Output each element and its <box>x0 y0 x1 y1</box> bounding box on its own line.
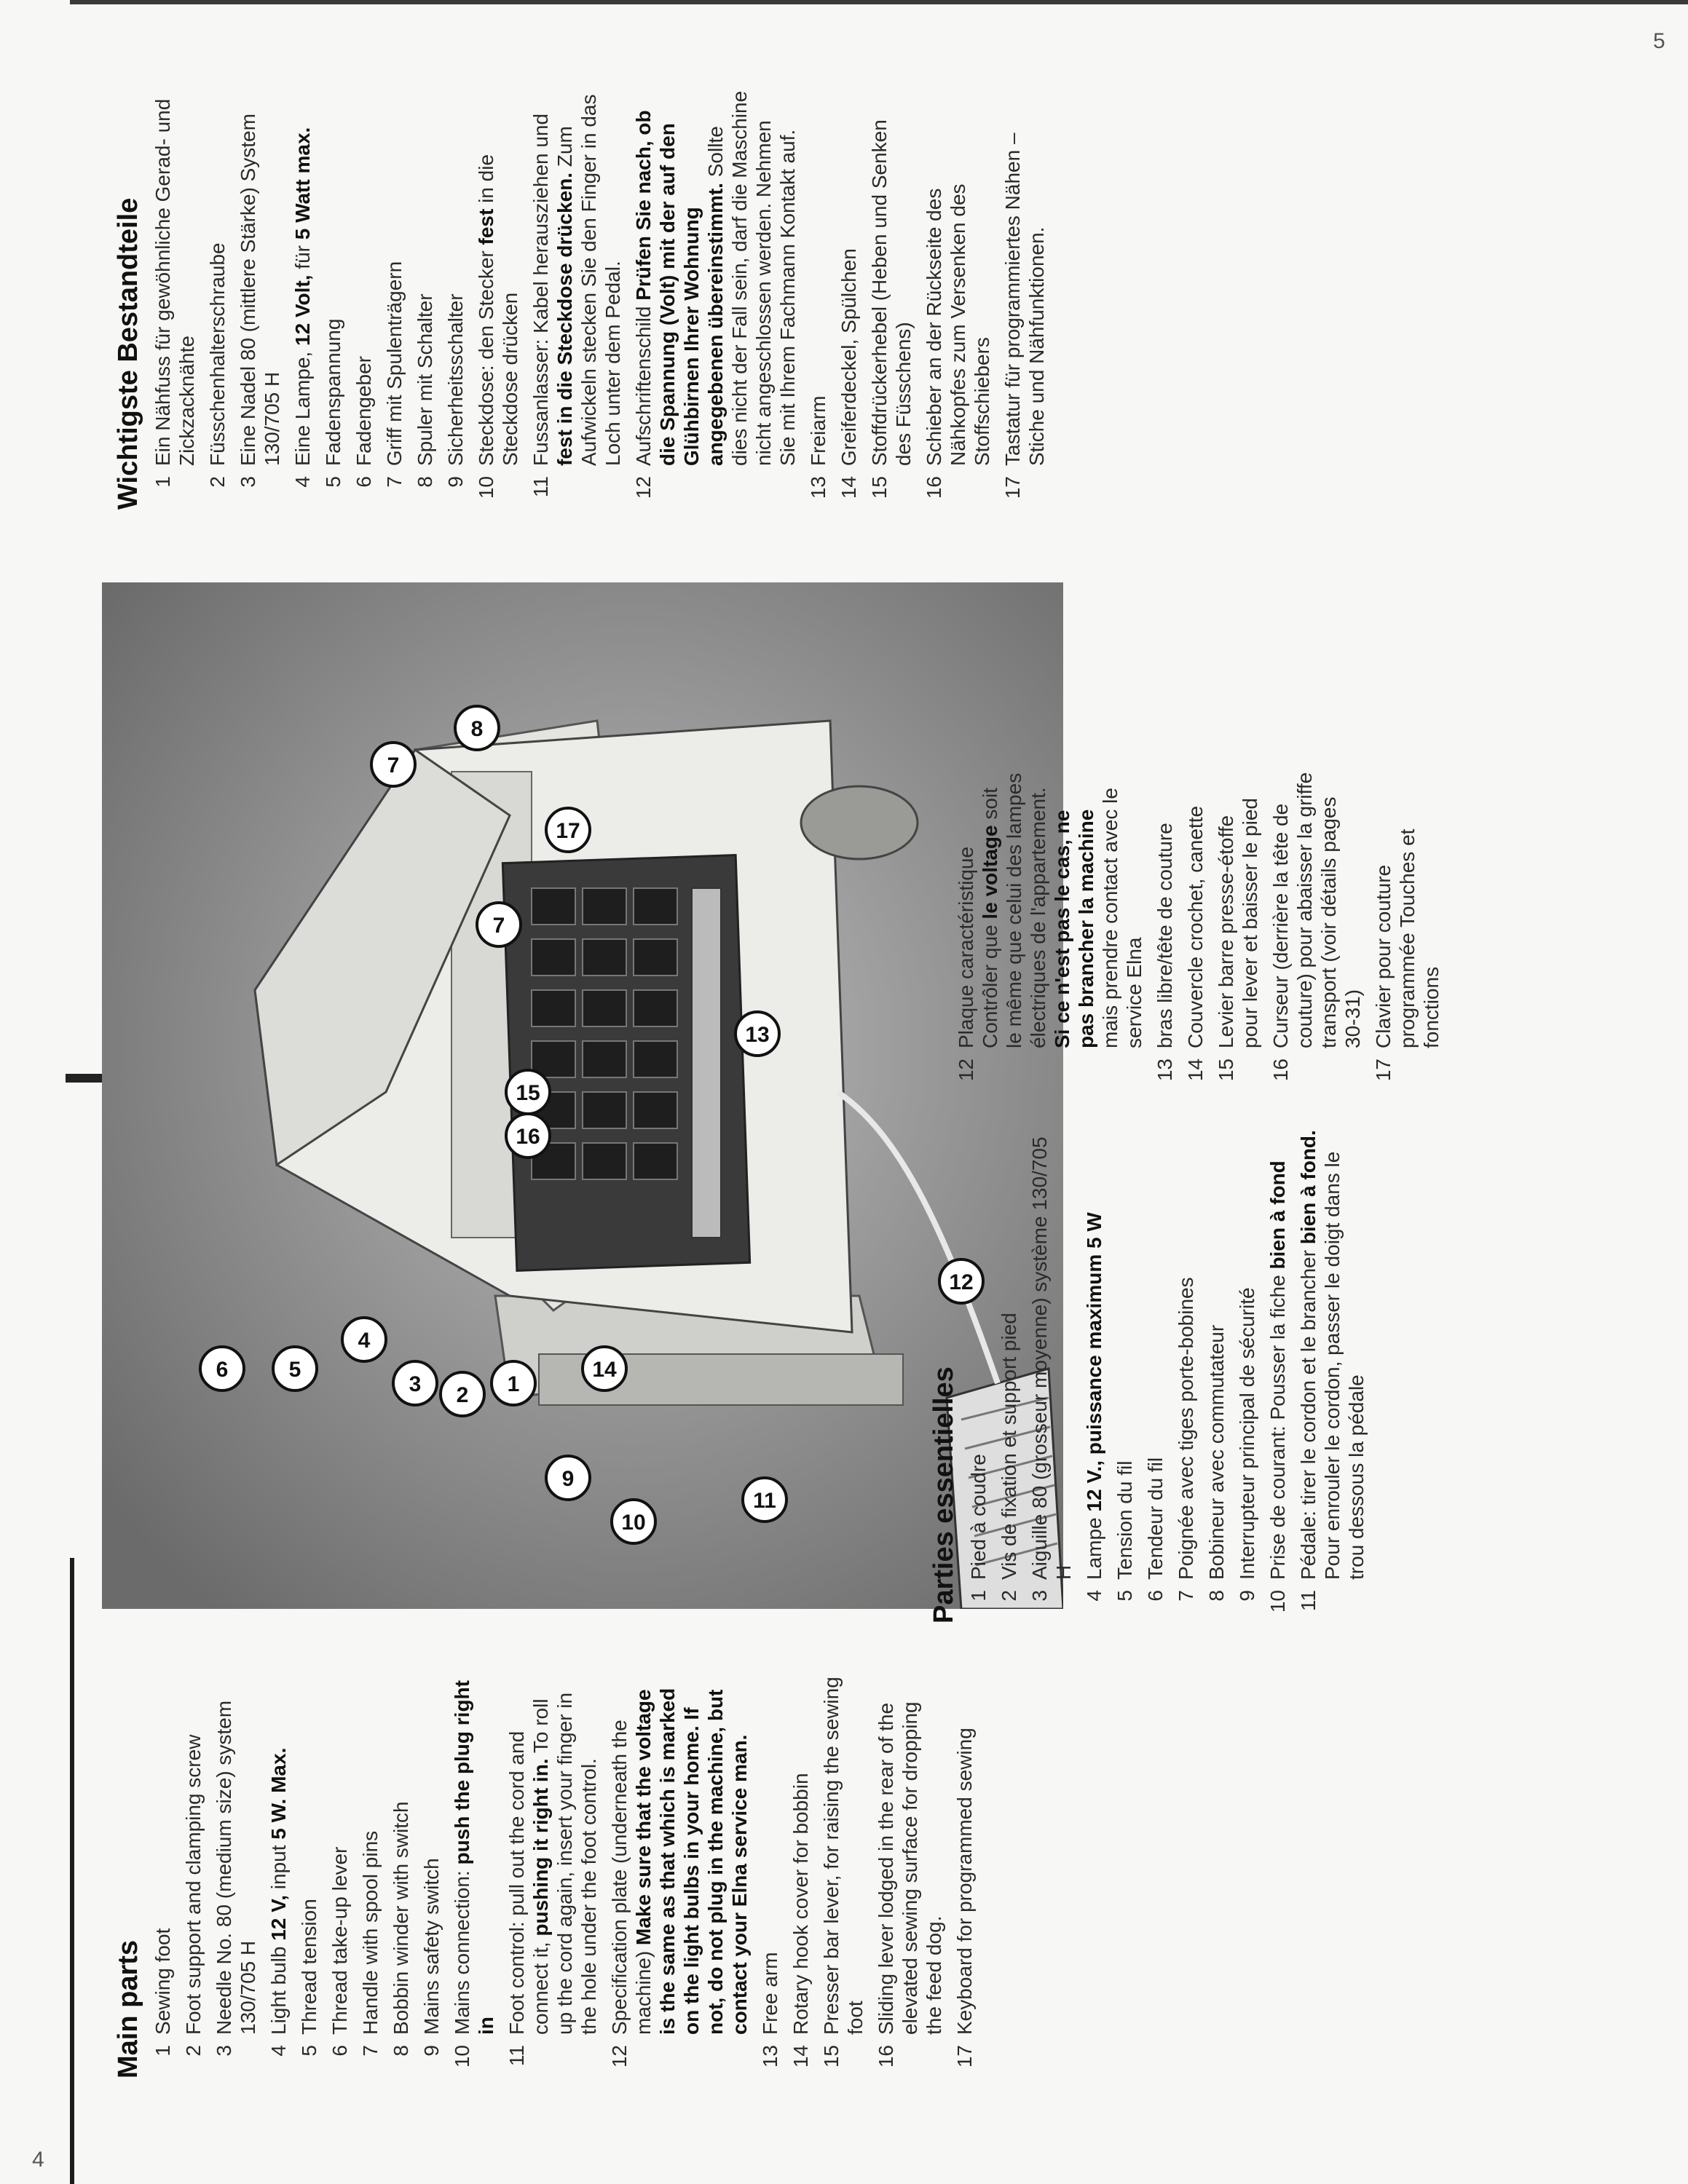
list-item <box>358 1671 382 2078</box>
list-item <box>1028 1121 1076 1623</box>
item-text-part: Pédale: tirer le cordon et le brancher <box>1297 1244 1320 1580</box>
item-text-bold: Si ce n'est pas le cas, ne pas brancher la machine <box>1051 809 1097 1048</box>
item-text-part: Vis de fixation et support pied <box>998 1313 1020 1580</box>
list-item <box>607 1671 752 2078</box>
list-item <box>953 1671 977 2078</box>
item-text-part: Levier barre presse-étoffe pour lever et baisser le pied <box>1215 798 1261 1048</box>
item-number: 16 <box>1269 1059 1292 1082</box>
item-text-part: Stoffdrückerhebel (Heben und Senken des Füsschens) <box>868 119 915 466</box>
item-text-part: Mains safety switch <box>420 1858 443 2035</box>
item-text <box>1371 772 1443 1048</box>
callout-label-1: 1 <box>507 1372 520 1396</box>
item-number: 9 <box>1236 1590 1258 1602</box>
item-number: 16 <box>923 476 945 499</box>
item-text <box>205 87 229 466</box>
item-number: 7 <box>1175 1590 1197 1602</box>
item-text-part: Rotary hook cover for bobbin <box>789 1773 812 2035</box>
item-text-part: Sicherheitsschalter <box>444 293 467 466</box>
item-number: 1 <box>967 1590 990 1602</box>
list-item <box>450 1671 498 2078</box>
item-text-bold: fest <box>475 208 497 245</box>
item-text <box>954 772 1146 1048</box>
callout-label-14: 14 <box>592 1358 617 1382</box>
item-text <box>413 87 437 466</box>
item-text-part: Keyboard for programmed sewing <box>953 1728 976 2035</box>
callout-label-2: 2 <box>456 1383 469 1407</box>
item-text-bold: Prüfen Sie nach, ob die Spannung (Volt) mit der auf den Glühbirnen Ihrer Wohnung angegebenen übereinstimmt. <box>632 110 727 466</box>
item-text-part: Ein Nähfuss für gewöhnliche Gerad- und Zickzacknähte <box>151 98 198 466</box>
item-text <box>1296 1121 1368 1580</box>
list-item <box>922 87 994 510</box>
item-number: 3 <box>213 2045 235 2057</box>
item-number: 14 <box>789 2045 812 2068</box>
main-parts-list <box>151 1671 977 2078</box>
item-text-part: Bobbin winder with switch <box>390 1801 412 2035</box>
item-number: 8 <box>414 476 436 488</box>
item-text-part: Light bulb <box>267 1940 290 2035</box>
item-text <box>1001 87 1049 466</box>
item-number: 10 <box>475 476 497 499</box>
list-item <box>474 87 522 510</box>
item-text-part: für <box>291 240 314 275</box>
list-item <box>212 1671 260 2078</box>
item-text-part: Fadenspannung <box>322 318 344 466</box>
wichtigste-bestandteile-title: Wichtigste Bestandteile <box>113 197 143 510</box>
item-number: 11 <box>1297 1590 1320 1612</box>
wichtigste-bestandteile-list <box>151 87 1049 510</box>
item-text <box>1028 1121 1076 1580</box>
item-number: 6 <box>328 2045 351 2057</box>
parties-essentielles-list-2 <box>954 772 1443 1092</box>
list-item <box>1113 1121 1137 1623</box>
callout-label-5: 5 <box>288 1358 301 1382</box>
item-text-part: Plaque caractéristique Contrôler que <box>955 846 1001 1048</box>
item-number: 16 <box>875 2045 897 2068</box>
item-text <box>291 87 315 466</box>
item-text <box>1082 1121 1106 1580</box>
item-text <box>450 1671 498 2035</box>
item-text <box>151 1671 175 2035</box>
item-number: 13 <box>1153 1059 1176 1082</box>
item-text-part: Fussanlasser: Kabel herausziehen und <box>529 113 552 466</box>
item-text-bold: push the plug right in <box>451 1680 497 2035</box>
item-text-part: Handle with spool pins <box>359 1830 382 2035</box>
list-item <box>806 87 830 510</box>
callout-label-17: 17 <box>556 819 580 843</box>
callout-label-10: 10 <box>621 1511 646 1535</box>
list-item <box>328 1671 352 2078</box>
list-item <box>867 87 915 510</box>
sewing-machine-illustration <box>102 582 1063 1609</box>
list-item <box>966 1121 990 1623</box>
item-number: 13 <box>807 476 829 499</box>
parties-essentielles-list <box>966 1121 1368 1623</box>
list-item <box>321 87 345 510</box>
list-item <box>819 1671 867 2078</box>
item-text <box>297 1671 321 2035</box>
item-number: 11 <box>505 2045 528 2067</box>
callout-label-6: 6 <box>216 1358 229 1382</box>
item-text-part: bras libre/tête de couture <box>1153 823 1176 1048</box>
item-text-part: soit le même que celui des lampes électriques de l'appartement. <box>979 772 1049 1048</box>
item-text-part: Tendeur du fil <box>1144 1457 1167 1580</box>
item-number: 5 <box>322 476 344 488</box>
item-number: 4 <box>291 476 314 488</box>
item-text <box>1174 1121 1198 1580</box>
item-text-bold: 12 Volt, <box>291 274 314 346</box>
callout-label-16: 16 <box>516 1125 540 1149</box>
item-text <box>328 1671 352 2035</box>
item-text-bold: 12 V., puissance maximum 5 W <box>1083 1212 1105 1512</box>
item-text-part: Free arm <box>759 1952 781 2035</box>
list-item <box>1001 87 1049 510</box>
list-item <box>1296 1121 1368 1623</box>
item-text-bold: 12 V, <box>267 1894 290 1941</box>
item-text <box>267 1671 291 2035</box>
main-parts-section <box>113 1671 976 2078</box>
list-item <box>837 87 861 510</box>
item-text-part: Interrupteur principal de sécurité <box>1236 1287 1258 1580</box>
wichtigste-bestandteile-section <box>113 87 1048 510</box>
list-item <box>997 1121 1021 1623</box>
item-number: 8 <box>1205 1590 1228 1602</box>
item-number: 6 <box>1144 1590 1167 1602</box>
item-text-part: Lampe <box>1083 1511 1105 1580</box>
item-text <box>505 1671 601 2035</box>
item-text-part: Specification plate (underneath the machine) <box>608 1720 655 2035</box>
list-item <box>205 87 229 510</box>
item-text <box>212 1671 260 2035</box>
item-number: 10 <box>451 2045 473 2068</box>
item-number: 3 <box>1028 1590 1051 1602</box>
item-text <box>837 87 861 466</box>
item-text-part: Steckdose: den Stecker <box>475 245 497 466</box>
list-item <box>1371 772 1443 1092</box>
item-text-part: Bobineur avec commutateur <box>1205 1324 1228 1580</box>
callout-label-11: 11 <box>753 1489 776 1513</box>
item-number: 4 <box>267 2045 290 2057</box>
callout-label-4: 4 <box>358 1329 371 1353</box>
list-item <box>419 1671 443 2078</box>
item-text-part: Spuler mit Schalter <box>414 293 436 466</box>
list-item <box>236 87 284 510</box>
item-number: 15 <box>868 476 891 499</box>
list-item <box>1183 772 1207 1092</box>
list-item <box>631 87 800 510</box>
list-item <box>529 87 625 510</box>
list-item <box>1174 1121 1198 1623</box>
item-text <box>529 87 625 466</box>
item-text-part: Eine Nadel 80 (mittlere Stärke) System 130/705 H <box>237 114 283 466</box>
list-item <box>382 87 406 510</box>
item-text <box>1183 772 1207 1048</box>
item-text-part: Thread tension <box>298 1899 320 2035</box>
list-item <box>1143 1121 1167 1623</box>
list-item <box>1153 772 1177 1092</box>
callout-label-12: 12 <box>949 1270 974 1294</box>
item-text <box>997 1121 1021 1580</box>
item-text <box>358 1671 382 2035</box>
item-text <box>236 87 284 466</box>
item-text-part: Sliding lever lodged in the rear of the elevated sewing surface for dropping the feed dog. <box>875 1701 945 2035</box>
list-item <box>789 1671 813 2078</box>
item-number: 7 <box>359 2045 382 2057</box>
item-number: 12 <box>608 2045 631 2068</box>
item-number: 17 <box>1001 476 1024 499</box>
item-text <box>867 87 915 466</box>
item-text-part: Aufschriftenschild <box>632 300 655 466</box>
parties-essentielles-title: Parties essentielles <box>928 1366 959 1623</box>
item-text-part: Curseur (derrière la tête de couture) pour abaisser la griffe transport (voir détails pages 30-31) <box>1269 772 1364 1048</box>
item-text-part: To roll up the cord again, insert your finger in the hole under the foot control. <box>529 1692 600 2035</box>
item-number: 14 <box>837 476 860 499</box>
item-number: 4 <box>1083 1590 1105 1602</box>
item-text <box>1113 1121 1137 1580</box>
list-item <box>291 87 315 510</box>
item-text-part: Fadengeber <box>352 355 375 466</box>
item-text-part: Tastatur für programmiertes Nähen – Stiche und Nähfunktionen. <box>1001 132 1048 466</box>
item-number: 2 <box>182 2045 205 2057</box>
item-text-part: Clavier pour couture programmée Touches et fonctions <box>1372 828 1443 1048</box>
item-text <box>966 1121 990 1580</box>
callout-label-7a: 7 <box>387 753 400 778</box>
item-number: 11 <box>529 476 552 498</box>
item-number: 13 <box>759 2045 781 2068</box>
item-text <box>607 1671 752 2035</box>
item-text-part: Zum Aufwickeln stecken Sie den Finger in das Loch unter dem Pedal. <box>553 94 624 466</box>
callout-label-7b: 7 <box>492 914 505 938</box>
item-text <box>382 87 406 466</box>
item-number: 12 <box>955 1059 977 1082</box>
item-text <box>389 1671 413 2035</box>
item-number: 9 <box>420 2045 443 2057</box>
list-item <box>1204 1121 1228 1623</box>
item-text <box>1266 1121 1290 1580</box>
item-number: 12 <box>632 476 655 499</box>
item-text-part: Freiarm <box>807 395 829 466</box>
main-parts-title: Main parts <box>113 1939 143 2078</box>
item-text-part: Pied à coudre <box>967 1454 990 1580</box>
item-number: 1 <box>151 2045 174 2057</box>
callout-label-3: 3 <box>409 1372 422 1396</box>
list-item <box>181 1671 205 2078</box>
list-item <box>505 1671 601 2078</box>
item-number: 5 <box>298 2045 320 2057</box>
item-number: 14 <box>1184 1059 1207 1082</box>
callout-label-13: 13 <box>745 1023 770 1047</box>
item-number: 9 <box>444 476 467 488</box>
sewing-machine-photo <box>102 582 1063 1609</box>
item-text <box>181 1671 205 2035</box>
item-text-bold: fest in die Steckdose drücken. <box>553 172 576 466</box>
item-text <box>1204 1121 1228 1580</box>
item-text <box>953 1671 977 2035</box>
item-text <box>443 87 468 466</box>
item-text <box>1269 772 1365 1048</box>
item-text-part: Schieber an der Rückseite des Nähkopfes zum Versenken des Stoffschiebers <box>923 183 993 466</box>
item-number: 6 <box>352 476 375 488</box>
item-text-part: Pour enrouler le cordon, passer le doigt dans le trou dessous la pédale <box>1321 1151 1368 1580</box>
item-text-bold: le voltage <box>979 825 1001 919</box>
item-text <box>419 1671 443 2035</box>
item-text-part: Mains connection: <box>451 1864 473 2035</box>
list-item <box>758 1671 782 2078</box>
item-text-bold: 5 Watt max. <box>291 127 314 240</box>
page-number-right: 5 <box>1653 29 1665 53</box>
item-number: 8 <box>390 2045 412 2057</box>
list-item <box>151 1671 175 2078</box>
item-text <box>1235 1121 1259 1580</box>
item-text <box>474 87 522 466</box>
item-text-part: mais prendre contact avec le service Elna <box>1099 788 1145 1048</box>
item-text-bold: 5 W. Max. <box>267 1747 290 1840</box>
item-text <box>874 1671 946 2035</box>
item-number: 7 <box>383 476 406 488</box>
item-text-part: Aiguille 80 (grosseur moyenne) système 130/705 H <box>1028 1136 1075 1580</box>
list-item <box>1269 772 1365 1092</box>
item-text-part: Couvercle crochet, canette <box>1184 805 1207 1048</box>
item-text <box>806 87 830 466</box>
item-text-part: Griff mit Spulenträgern <box>383 261 406 466</box>
list-item <box>443 87 468 510</box>
item-text <box>1153 772 1177 1048</box>
item-number: 17 <box>953 2045 976 2068</box>
list-item <box>352 87 376 510</box>
list-item <box>413 87 437 510</box>
list-item <box>1214 772 1262 1092</box>
item-number: 10 <box>1266 1590 1289 1613</box>
list-item <box>874 1671 946 2078</box>
item-text <box>789 1671 813 2035</box>
item-number: 1 <box>151 476 174 488</box>
item-text-part: Füsschenhalterschraube <box>206 242 229 466</box>
list-item <box>389 1671 413 2078</box>
item-text <box>1214 772 1262 1048</box>
callout-label-8: 8 <box>470 717 484 741</box>
item-number: 2 <box>998 1590 1020 1602</box>
list-item <box>1266 1121 1290 1623</box>
parties-essentielles-continued <box>954 772 1443 1092</box>
callout-label-15: 15 <box>516 1081 540 1105</box>
item-text <box>1143 1121 1167 1580</box>
item-text <box>758 1671 782 2035</box>
item-text <box>151 87 199 466</box>
item-text-part: input <box>267 1839 290 1895</box>
item-number: 17 <box>1372 1059 1395 1082</box>
list-item <box>1082 1121 1106 1623</box>
list-item <box>151 87 199 510</box>
list-item <box>954 772 1146 1092</box>
item-text-part: Sewing foot <box>151 1928 174 2035</box>
binding-edge <box>70 1558 74 2184</box>
item-number: 15 <box>1215 1059 1237 1082</box>
item-number: 3 <box>237 476 259 488</box>
item-text-part: Needle No. 80 (medium size) system 130/705 H <box>213 1700 259 2035</box>
item-text-bold: bien à fond. <box>1297 1130 1320 1245</box>
callout-label-9: 9 <box>561 1467 575 1491</box>
item-text <box>352 87 376 466</box>
top-rule <box>70 0 1688 4</box>
item-text-part: Eine Lampe, <box>291 346 314 466</box>
page-number-left: 4 <box>32 2148 44 2172</box>
item-text-part: in die Steckdose drücken <box>475 154 521 466</box>
list-item <box>1235 1121 1259 1623</box>
item-text-part: Sollte dies nicht der Fall sein, darf die Maschine nicht angeschlossen werden. Nehmen Sie mit Ihrem Fachmann Kontakt auf. <box>704 90 799 466</box>
item-text-part: Poignée avec tiges porte-bobines <box>1175 1277 1197 1580</box>
item-number: 2 <box>206 476 229 488</box>
item-text-part: Foot control: pull out the cord and connect it, <box>505 1730 552 2035</box>
item-text <box>922 87 994 466</box>
item-text-part: Prise de courant: Pousser la fiche <box>1266 1269 1289 1580</box>
item-text-bold: bien à fond <box>1266 1160 1289 1270</box>
item-text-part: Foot support and clamping screw <box>182 1734 205 2035</box>
list-item <box>297 1671 321 2078</box>
item-text-part: Presser bar lever, for raising the sewing foot <box>820 1677 867 2035</box>
item-text-part: Greiferdeckel, Spülchen <box>837 248 860 466</box>
item-text-bold: Make sure that the voltage is the same as that which is marked on the light bulbs in your home. If not, do not plug in the machine, but contact your Elna service man. <box>632 1688 751 2035</box>
list-item <box>267 1671 291 2078</box>
item-text-part: Thread take-up lever <box>328 1846 351 2035</box>
item-text <box>631 87 800 466</box>
item-text <box>321 87 345 466</box>
item-number: 15 <box>820 2045 843 2068</box>
item-text-part: Tension du fil <box>1113 1460 1136 1580</box>
parties-essentielles-section <box>928 1121 1398 1623</box>
item-text <box>819 1671 867 2035</box>
item-text-bold: pushing it right in. <box>529 1758 552 1936</box>
item-number: 5 <box>1113 1590 1136 1602</box>
